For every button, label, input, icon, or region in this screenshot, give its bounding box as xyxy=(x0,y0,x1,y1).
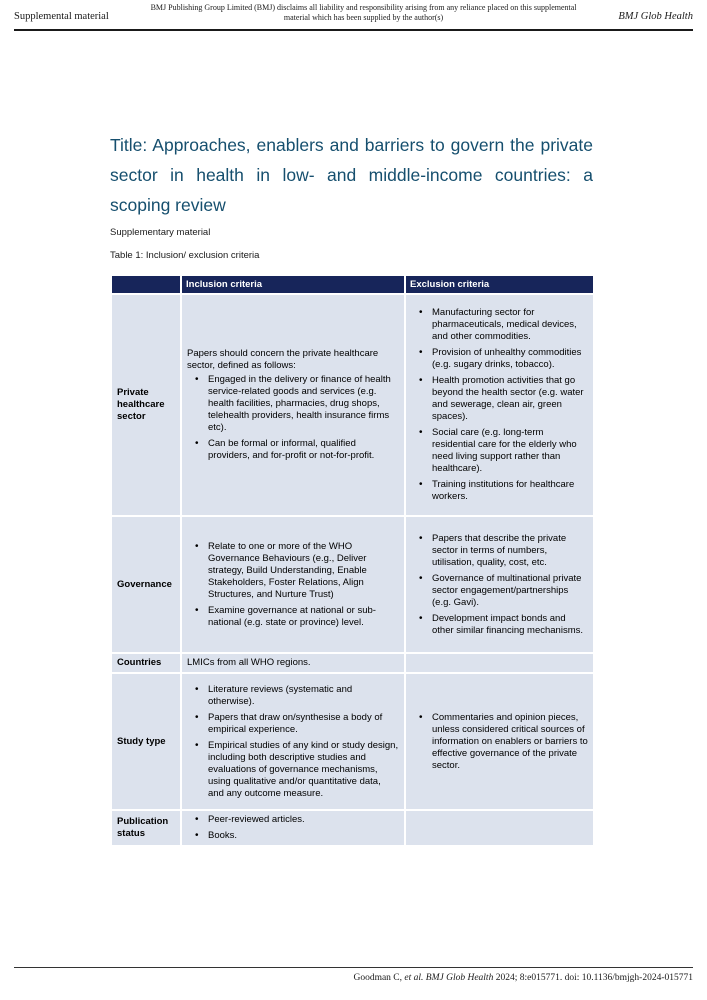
bullet-item: • Empirical studies of any kind or study design, including both descriptive studies and evaluations of governance mechanisms, using qualitative and/or quantitative data, and any outcome measure. xyxy=(187,740,399,800)
exclusion-cell xyxy=(405,516,594,653)
citation-journal: et al. BMJ Glob Health xyxy=(404,973,494,983)
exclusion-cell xyxy=(405,653,594,673)
bullet-item: • Manufacturing sector for pharmaceuticals, medical devices, and other commodities. xyxy=(411,307,588,343)
bullet-item: • Health promotion activities that go beyond the health sector (e.g. water and sewerage, clean air, green spaces). xyxy=(411,375,588,423)
bullet-item: • Commentaries and opinion pieces, unless considered critical sources of information on enablers or barriers to effective governance of the private sector. xyxy=(411,712,588,772)
cell-intro-text: Papers should concern the private healthcare sector, defined as follows: xyxy=(187,348,379,371)
header-cell-inclusion: Inclusion criteria xyxy=(181,275,405,294)
bullet-list xyxy=(411,533,588,637)
table-row-countries xyxy=(111,653,594,673)
bullet-item: • Examine governance at national or sub-national (e.g. state or province) level. xyxy=(187,605,399,629)
supplementary-material-label: Supplementary material xyxy=(110,227,211,238)
footer-citation xyxy=(14,973,693,983)
bullet-item: • Development impact bonds and other similar financing mechanisms. xyxy=(411,613,588,637)
row-label: Governance xyxy=(111,516,181,653)
bullet-item: • Papers that describe the private sector in terms of numbers, utilisation, quality, cost, etc. xyxy=(411,533,588,569)
inclusion-cell xyxy=(181,810,405,846)
row-label: Private healthcare sector xyxy=(111,294,181,516)
inclusion-exclusion-table xyxy=(110,274,595,847)
bullet-item: • Can be formal or informal, qualified providers, and for-profit or not-for-profit. xyxy=(187,438,399,462)
row-label: Study type xyxy=(111,673,181,810)
citation-details: 2024; 8:e015771. doi: 10.1136/bmjgh-2024-015771 xyxy=(493,973,693,983)
bullet-list xyxy=(411,712,588,772)
footer-divider xyxy=(14,967,693,968)
bullet-item: • Literature reviews (systematic and otherwise). xyxy=(187,684,399,708)
row-label: Countries xyxy=(111,653,181,673)
exclusion-cell xyxy=(405,294,594,516)
inclusion-cell xyxy=(181,673,405,810)
row-label: Publication status xyxy=(111,810,181,846)
inclusion-cell: LMICs from all WHO regions. xyxy=(181,653,405,673)
bullet-item: • Books. xyxy=(187,830,399,842)
table-row-study-type xyxy=(111,673,594,810)
header-journal-name: BMJ Glob Health xyxy=(618,11,693,22)
table-row-private-healthcare-sector xyxy=(111,294,594,516)
bullet-item: • Engaged in the delivery or finance of health service-related goods and services (e.g. health facilities, pharmacies, drug shops, telehealth providers, health insurance firms etc). xyxy=(187,374,399,434)
exclusion-cell xyxy=(405,810,594,846)
bullet-list xyxy=(187,541,399,629)
bullet-list xyxy=(411,307,588,503)
table-row-publication-status xyxy=(111,810,594,846)
bullet-list xyxy=(187,814,399,842)
page-title: Title: Approaches, enablers and barriers to govern the private sector in health in low- and middle-income countries: a scoping review xyxy=(110,135,593,215)
table-row-governance xyxy=(111,516,594,653)
page-header xyxy=(14,3,693,23)
table-caption: Table 1: Inclusion/ exclusion criteria xyxy=(110,250,260,261)
inclusion-cell xyxy=(181,516,405,653)
bullet-item: • Social care (e.g. long-term residential care for the elderly who need living support rather than healthcare). xyxy=(411,427,588,475)
citation-authors: Goodman C, xyxy=(353,973,405,983)
bullet-list xyxy=(187,684,399,800)
bullet-item: • Training institutions for healthcare workers. xyxy=(411,479,588,503)
table-header-row xyxy=(111,275,594,294)
bullet-item: • Governance of multinational private sector engagement/partnerships (e.g. Gavi). xyxy=(411,573,588,609)
bullet-item: • Provision of unhealthy commodities (e.g. sugary drinks, tobacco). xyxy=(411,347,588,371)
bullet-list xyxy=(187,374,399,462)
header-disclaimer: BMJ Publishing Group Limited (BMJ) disclaims all liability and responsibility arising from any reliance placed on this supplemental material which has been supplied by the author(s) xyxy=(150,3,577,22)
header-left-label: Supplemental material xyxy=(14,11,109,22)
bullet-item: • Peer-reviewed articles. xyxy=(187,814,399,826)
header-cell-empty xyxy=(111,275,181,294)
exclusion-cell xyxy=(405,673,594,810)
header-cell-exclusion: Exclusion criteria xyxy=(405,275,594,294)
inclusion-cell xyxy=(181,294,405,516)
bullet-item: • Papers that draw on/synthesise a body of empirical experience. xyxy=(187,712,399,736)
bullet-item: • Relate to one or more of the WHO Governance Behaviours (e.g., Deliver strategy, Build Understanding, Enable Stakeholders, Foster Relations, Align Structures, and Nurture Trust) xyxy=(187,541,399,601)
header-divider xyxy=(14,29,693,31)
